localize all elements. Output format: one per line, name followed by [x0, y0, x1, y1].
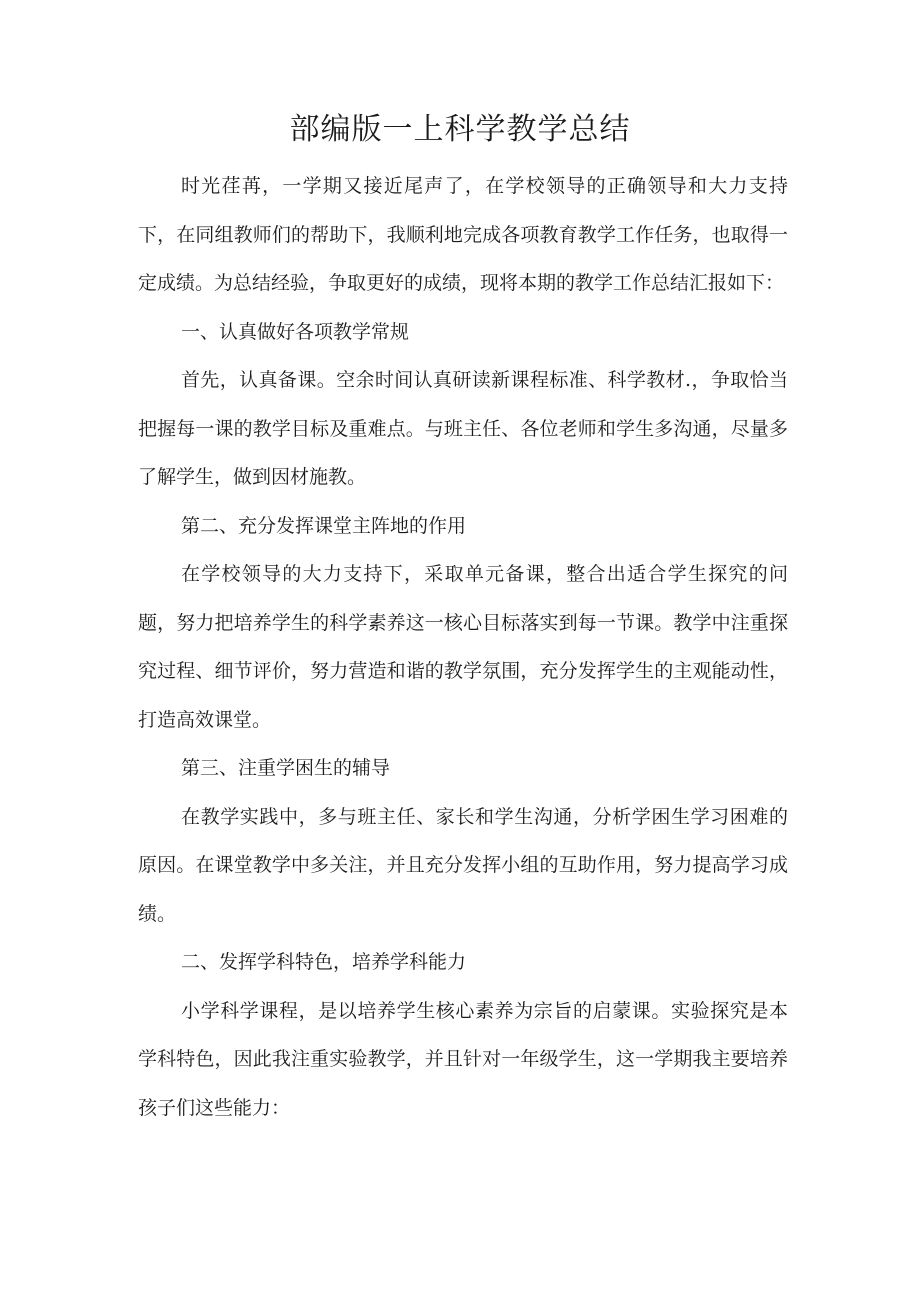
paragraph-intro: 时光荏苒，一学期又接近尾声了，在学校领导的正确领导和大力支持下，在同组教师们的帮助下，我顺利地完成各项教育教学工作任务，也取得一定成绩。为总结经验，争取更好的成绩，现将本期的教学工作总结汇报如下：: [138, 175, 788, 294]
section-heading-1: 一、认真做好各项教学常规: [181, 320, 410, 343]
section-heading-4: 二、发挥学科特色，培养学科能力: [181, 951, 467, 973]
document-body: [138, 162, 788, 1132]
paragraph-tutoring: 在教学实践中，多与班主任、家长和学生沟通，分析学困生学习困难的原因。在课堂教学中多关注，并且充分发挥小组的互助作用，努力提高学习成绩。: [138, 805, 788, 925]
paragraph-classroom: 在学校领导的大力支持下，采取单元备课，整合出适合学生探究的问题，努力把培养学生的科学素养这一核心目标落实到每一节课。教学中注重探究过程、细节评价，努力营造和谐的教学氛围，充分发挥学生的主观能动性，打造高效课堂。: [138, 563, 788, 731]
document-title: 部编版一上科学教学总结: [289, 112, 631, 147]
paragraph-subject-features: 小学科学课程，是以培养学生核心素养为宗旨的启蒙课。实验探究是本学科特色，因此我注重实验教学，并且针对一年级学生，这一学期我主要培养孩子们这些能力：: [138, 999, 788, 1119]
section-heading-2: 第二、充分发挥课堂主阵地的作用: [181, 514, 467, 537]
section-heading-3: 第三、注重学困生的辅导: [181, 757, 391, 779]
paragraph-lesson-prep: 首先，认真备课。空余时间认真研读新课程标准、科学教材.，争取恰当把握每一课的教学目标及重难点。与班主任、各位老师和学生多沟通，尽量多了解学生，做到因材施教。: [138, 369, 788, 488]
